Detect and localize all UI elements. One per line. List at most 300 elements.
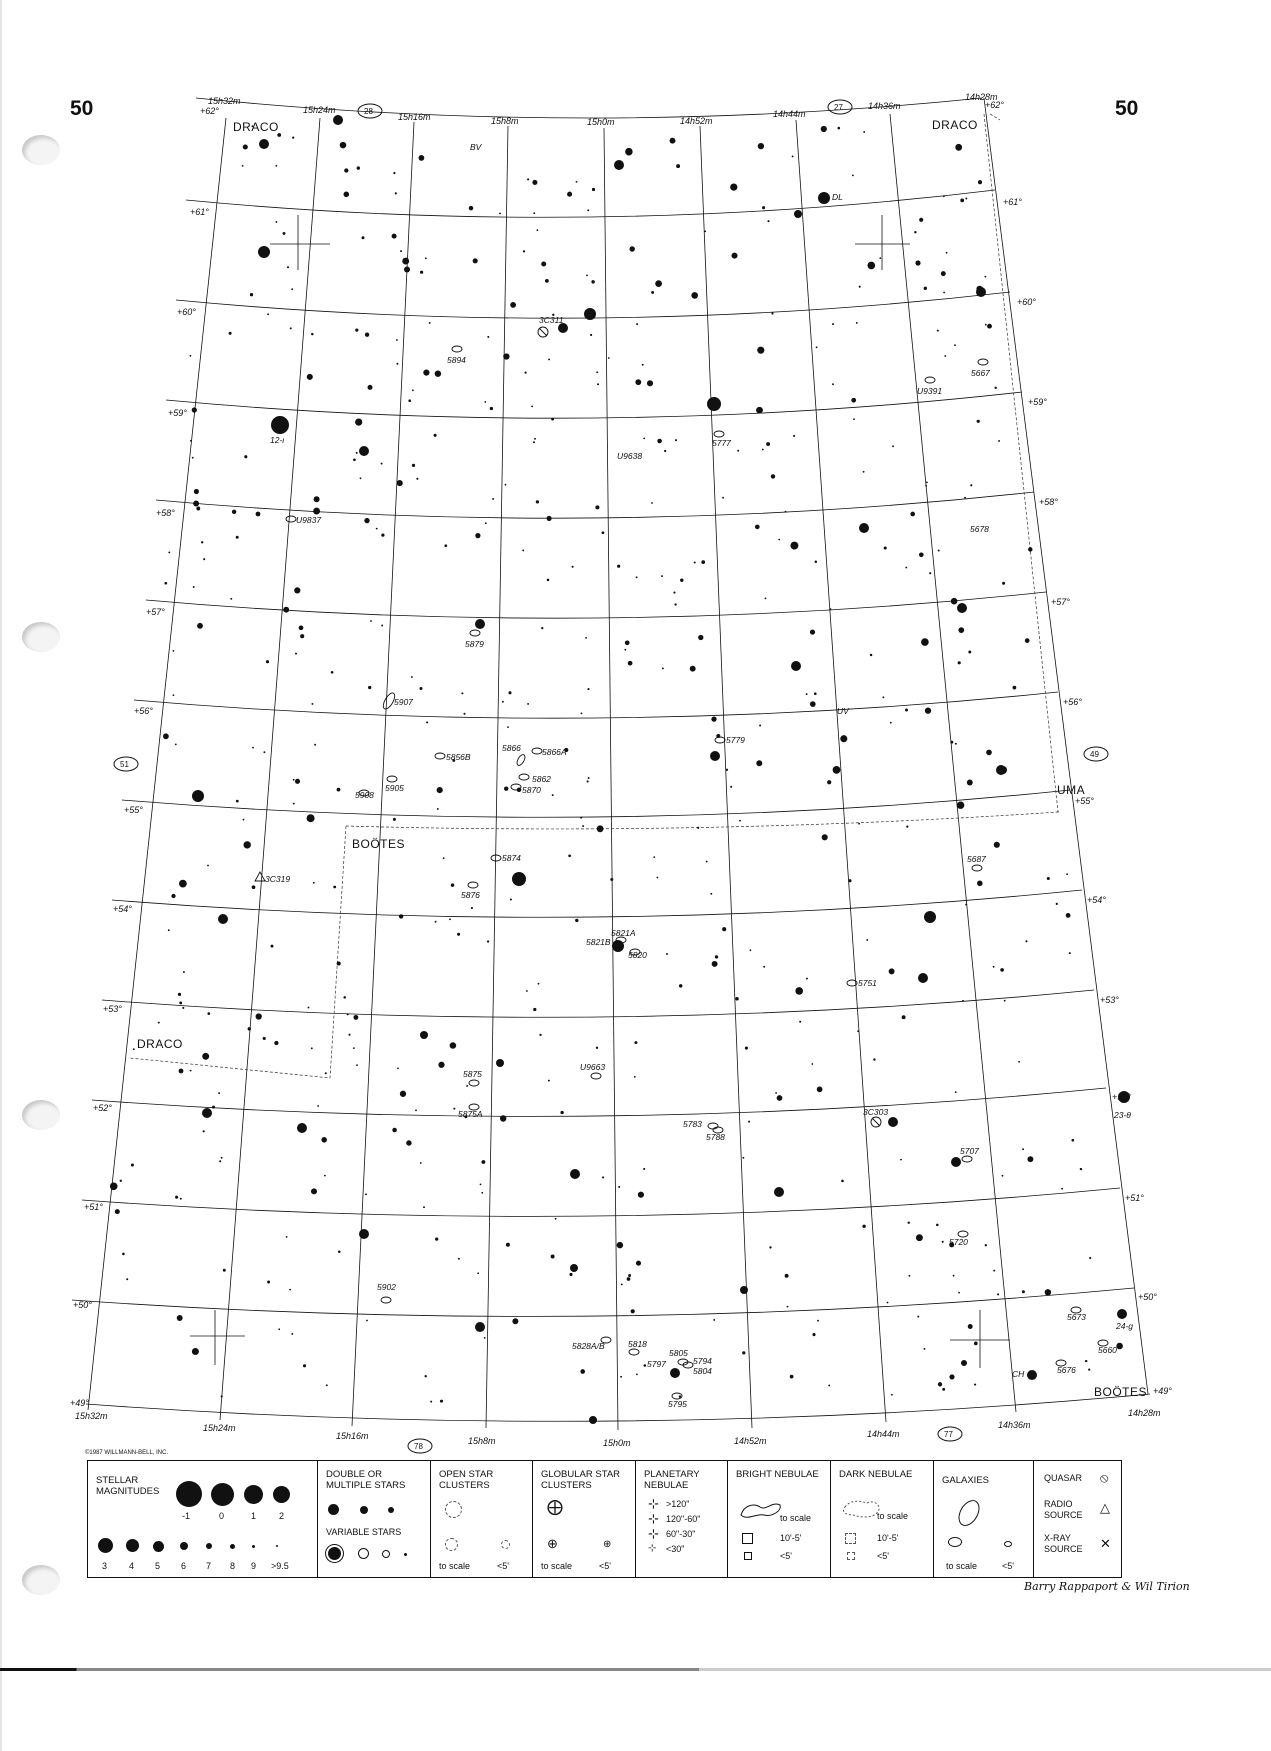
field-star [248, 1027, 251, 1030]
field-star [636, 576, 638, 578]
field-star [175, 1196, 178, 1199]
field-star [915, 260, 920, 265]
object-label: 5902 [377, 1282, 396, 1292]
field-star [263, 751, 265, 753]
adjacent-chart-label: 51 [120, 760, 129, 769]
field-star [987, 324, 992, 329]
dec-label-right: +54° [1087, 895, 1106, 905]
field-star [435, 1237, 438, 1240]
mag-label: 7 [206, 1561, 212, 1571]
constellation-bootes: BOÖTES [352, 837, 406, 851]
field-star [294, 587, 300, 593]
field-star [512, 1318, 518, 1324]
field-star [711, 716, 716, 721]
quasar-symbol [539, 328, 547, 336]
field-star [425, 1375, 427, 1377]
object-label: 5667 [971, 368, 990, 378]
field-star [1056, 903, 1058, 905]
mag-label: 9 [251, 1561, 257, 1571]
dec-label-right: +53° [1100, 995, 1119, 1005]
field-star [366, 1320, 368, 1322]
field-star [1066, 873, 1068, 875]
field-star [715, 955, 718, 958]
object-label: 5804 [693, 1366, 712, 1376]
right-ascension-line [88, 118, 226, 1410]
field-star [785, 511, 787, 513]
field-star [360, 477, 362, 479]
field-star [588, 777, 590, 779]
declination-line [112, 890, 1082, 917]
object-label: 5777 [712, 438, 731, 448]
field-star [775, 1092, 777, 1094]
field-star [368, 385, 373, 390]
field-star [179, 1001, 182, 1004]
field-star [307, 814, 315, 822]
object-label: 5678 [970, 524, 989, 534]
galaxy-symbol [629, 1349, 639, 1355]
variable-star-symbol [404, 1553, 407, 1556]
object-label: 5856B [446, 752, 471, 762]
field-star [762, 449, 764, 451]
field-star [827, 780, 831, 784]
field-star [587, 780, 589, 782]
field-star [955, 1091, 957, 1093]
field-star [1002, 582, 1005, 585]
legend-heading: X-RAY SOURCE [1044, 1533, 1083, 1554]
field-star [172, 694, 174, 696]
field-star [203, 1130, 205, 1132]
field-star [679, 984, 682, 987]
field-star [642, 364, 644, 366]
field-star [365, 1193, 367, 1195]
field-star [402, 258, 409, 265]
field-star [620, 1376, 622, 1378]
field-star [1025, 940, 1027, 942]
field-star [271, 945, 274, 948]
dec-label-right: +51° [1125, 1193, 1144, 1203]
mag-label: 3 [102, 1561, 108, 1571]
ra-label-top: 14h36m [868, 101, 901, 111]
field-star [415, 1109, 417, 1111]
constellation-boundary [984, 114, 1060, 812]
object-label: 5673 [1067, 1312, 1086, 1322]
field-star [811, 1063, 813, 1065]
object-label: U9837 [296, 515, 322, 525]
field-star [481, 1192, 483, 1194]
bright-star [918, 973, 928, 983]
field-star [890, 722, 892, 724]
field-star [505, 484, 507, 486]
dark-nebula-symbol [847, 1552, 855, 1560]
field-star [397, 1068, 399, 1070]
field-star [919, 218, 923, 222]
size-label: 60"-30" [666, 1529, 696, 1539]
object-label: 5794 [693, 1356, 712, 1366]
field-star [370, 620, 372, 622]
bright-star [774, 1187, 784, 1197]
constellation-draco-tl: DRACO [233, 120, 279, 134]
field-star [879, 257, 881, 259]
field-star [218, 1092, 220, 1094]
field-star [762, 206, 765, 209]
object-label: 5870 [522, 785, 541, 795]
field-star [353, 458, 356, 461]
field-star [164, 582, 167, 585]
field-star [321, 1137, 327, 1143]
ra-label-top: 15h0m [587, 117, 615, 127]
field-star [617, 565, 620, 568]
field-star [480, 1184, 482, 1186]
bright-star [359, 446, 369, 456]
field-star [596, 371, 598, 373]
field-star [730, 786, 732, 788]
stars-layer [110, 115, 1130, 1424]
dec-label-right: +62° [985, 100, 1004, 110]
object-label: 5788 [706, 1132, 725, 1142]
field-star [651, 291, 654, 294]
bright-star [333, 115, 343, 125]
size-label: <5' [599, 1561, 611, 1571]
bright-star [259, 139, 269, 149]
field-star [731, 253, 737, 259]
field-star [627, 1277, 631, 1281]
field-star [426, 721, 428, 723]
dark-nebula-symbol [845, 1533, 856, 1544]
field-star [832, 383, 834, 385]
bright-star [297, 1123, 307, 1133]
field-star [858, 823, 860, 825]
bright-star [218, 914, 228, 924]
field-star [477, 1272, 479, 1274]
field-star [115, 1209, 120, 1214]
field-star [158, 1022, 160, 1024]
field-star [229, 332, 232, 335]
field-star [771, 474, 775, 478]
field-star [884, 546, 887, 549]
bright-star [924, 911, 936, 923]
bright-star [740, 1286, 748, 1294]
page-number-right: 50 [1115, 97, 1139, 120]
field-star [830, 608, 832, 610]
field-star [400, 1091, 406, 1097]
dec-label-left: +52° [93, 1103, 112, 1113]
field-star [532, 180, 537, 185]
field-star [364, 518, 369, 523]
field-star [976, 286, 982, 292]
field-star [230, 598, 232, 600]
field-star [580, 712, 582, 714]
field-star [197, 623, 203, 629]
field-star [937, 330, 939, 332]
field-star [1047, 877, 1050, 880]
ra-label-top: 15h32m [208, 96, 241, 106]
field-star [179, 880, 187, 888]
field-star [508, 691, 511, 694]
mag-symbol [276, 1545, 278, 1547]
bright-star [791, 661, 801, 671]
copyright-notice: ©1987 WILLMANN-BELL, INC. [85, 1450, 169, 1456]
field-star [958, 661, 961, 664]
field-star [203, 558, 205, 560]
field-star [110, 1182, 118, 1190]
field-star [451, 883, 455, 887]
x-ray-source-icon: ✕ [1100, 1536, 1111, 1551]
field-star [1022, 1290, 1025, 1293]
field-star [236, 536, 239, 539]
field-star [926, 482, 928, 484]
reference-crosses [190, 215, 1010, 1368]
mag-symbol [252, 1545, 255, 1548]
field-star [506, 1243, 510, 1247]
constellation-draco-tr: DRACO [932, 118, 978, 132]
field-star [631, 1309, 635, 1313]
field-star [207, 865, 209, 867]
field-star [406, 1140, 411, 1145]
field-star [777, 1095, 783, 1101]
ra-label-top: 15h8m [491, 116, 519, 126]
galaxy-symbol [387, 776, 397, 782]
field-star [675, 439, 677, 441]
field-star [392, 234, 397, 239]
right-ascension-line [700, 126, 752, 1428]
galaxy-symbol [978, 359, 988, 365]
field-star [1025, 638, 1030, 643]
field-star [492, 498, 494, 500]
galaxy-symbol [519, 774, 529, 780]
field-star [867, 262, 875, 270]
ra-label-bottom: 15h8m [468, 1436, 496, 1446]
field-star [679, 1395, 681, 1397]
field-star [194, 489, 199, 494]
field-star [381, 463, 383, 465]
field-star [657, 877, 659, 879]
field-star [340, 142, 347, 149]
planetary-nebula-icon: ⊹ [648, 1526, 659, 1541]
field-star [815, 560, 818, 563]
field-star [984, 276, 986, 278]
field-star [1027, 1156, 1033, 1162]
field-star [338, 1251, 341, 1254]
scan-edge [0, 1668, 1271, 1671]
object-label: 5874 [502, 853, 521, 863]
field-star [473, 258, 478, 263]
field-star [381, 533, 384, 536]
dec-label-right: +55° [1075, 796, 1094, 806]
field-star [190, 355, 192, 357]
scale-label: to scale [541, 1561, 573, 1571]
field-star [438, 1062, 444, 1068]
field-star [832, 323, 834, 325]
field-star [317, 1105, 319, 1107]
declination-line [122, 790, 1070, 817]
field-star [624, 649, 626, 651]
galaxy-symbol [591, 1073, 601, 1079]
field-star [337, 961, 341, 965]
field-star [664, 450, 666, 452]
field-star [957, 801, 964, 808]
bright-star [888, 1117, 898, 1127]
field-star [676, 164, 680, 168]
star-label: 12-ι [270, 435, 285, 445]
field-star [701, 560, 705, 564]
galaxy-symbol [286, 516, 296, 522]
field-star [443, 857, 445, 859]
field-star [905, 567, 907, 569]
field-star [437, 787, 443, 793]
field-star [337, 788, 341, 792]
bright-star [258, 246, 270, 258]
field-star [618, 1186, 620, 1188]
size-label: <30" [666, 1544, 685, 1554]
field-star [326, 1384, 328, 1386]
field-star [348, 1034, 350, 1036]
field-star [392, 1128, 397, 1133]
field-star [536, 500, 539, 503]
field-star [243, 144, 248, 149]
object-label: 5797 [647, 1359, 666, 1369]
field-star [252, 747, 254, 749]
field-star [621, 1283, 623, 1285]
field-star [510, 302, 516, 308]
field-star [484, 1337, 486, 1339]
field-star [790, 1375, 794, 1379]
galaxy-symbol [972, 865, 982, 871]
field-star [291, 1333, 293, 1335]
field-star [946, 252, 948, 254]
field-star [817, 1087, 823, 1093]
field-star [256, 512, 261, 517]
right-ascension-line [984, 98, 1148, 1394]
dec-label-left: +50° [73, 1300, 92, 1310]
field-star [221, 1395, 223, 1397]
ra-label-top: 15h24m [303, 105, 336, 115]
galaxy-symbol [469, 1080, 479, 1086]
field-star [1000, 968, 1004, 972]
ra-label-bottom: 14h36m [998, 1420, 1031, 1430]
field-star [180, 1198, 182, 1200]
legend-globular-clusters [533, 1461, 636, 1577]
field-star [343, 996, 346, 999]
field-star [425, 257, 427, 259]
field-star [256, 1013, 262, 1019]
field-star [666, 953, 668, 955]
field-star [822, 834, 828, 840]
field-star [936, 1224, 939, 1227]
field-star [437, 808, 439, 810]
planetary-nebula-icon: ⊹ [648, 1496, 659, 1511]
field-star [590, 334, 592, 336]
field-star [435, 921, 437, 923]
field-star [726, 769, 728, 771]
field-star [674, 603, 676, 605]
bright-star [859, 523, 869, 533]
ra-label-top: 14h28m [965, 92, 998, 102]
field-star [647, 380, 653, 386]
field-star [423, 1206, 425, 1208]
bright-star [589, 1416, 597, 1424]
field-star [833, 766, 841, 774]
field-star [866, 939, 868, 941]
mag-label: 0 [219, 1511, 225, 1521]
field-star [202, 1053, 209, 1060]
field-star [704, 230, 706, 232]
field-star [587, 209, 589, 211]
field-star [755, 525, 760, 530]
field-star [173, 650, 175, 652]
field-star [712, 961, 718, 967]
ra-label-top: 14h44m [773, 109, 806, 119]
planetary-nebula-icon: ⊹ [648, 1511, 659, 1526]
field-star [207, 1012, 210, 1015]
bright-star [612, 940, 624, 952]
field-star [592, 188, 595, 191]
mag-symbol [244, 1485, 263, 1504]
object-label: 5875A [458, 1109, 483, 1119]
field-star [182, 1007, 184, 1009]
declination-line [156, 492, 1034, 518]
object-label: 5876 [461, 890, 480, 900]
field-star [806, 693, 808, 695]
field-star [636, 1373, 638, 1375]
object-label: 3C311 [539, 315, 564, 325]
galaxy-symbol [515, 753, 526, 766]
object-label: 5795 [668, 1399, 687, 1409]
field-star [958, 627, 964, 633]
field-star [944, 355, 946, 357]
field-star [814, 692, 817, 695]
bright-star [192, 790, 204, 802]
dec-label-left: +58° [156, 508, 175, 518]
size-label: <5' [497, 1561, 509, 1571]
field-star [293, 803, 295, 805]
ra-label-bottom: 14h52m [734, 1436, 767, 1446]
galaxy-symbol [925, 377, 935, 383]
open-cluster-symbol [445, 1538, 458, 1551]
field-star [863, 131, 865, 133]
field-star [266, 660, 269, 663]
object-label: 5805 [669, 1348, 688, 1358]
field-star [955, 743, 957, 745]
field-star [244, 455, 247, 458]
mag-symbol [176, 1481, 202, 1507]
bright-star [475, 1322, 485, 1332]
field-star [994, 387, 996, 389]
field-star [608, 357, 610, 359]
galaxy-symbol [601, 1337, 611, 1343]
field-star [821, 126, 827, 132]
ra-label-bottom: 15h0m [603, 1438, 631, 1448]
field-star [924, 1348, 926, 1350]
galaxy-symbol [532, 748, 542, 754]
right-ascension-line [890, 114, 1016, 1412]
field-star [355, 329, 358, 332]
object-label: 5820 [628, 950, 647, 960]
field-star [267, 313, 269, 315]
mag-symbol [180, 1542, 188, 1550]
field-star [276, 165, 278, 167]
field-star [131, 1163, 134, 1166]
field-star [283, 607, 289, 613]
dec-label-left: +54° [113, 904, 132, 914]
field-star [177, 1315, 183, 1321]
field-star [192, 457, 194, 459]
field-star [965, 198, 967, 200]
field-star [925, 708, 931, 714]
galaxy-symbol [381, 1297, 391, 1303]
field-star [193, 586, 195, 588]
field-star [397, 480, 403, 486]
coordinate-grid [72, 98, 1150, 1430]
